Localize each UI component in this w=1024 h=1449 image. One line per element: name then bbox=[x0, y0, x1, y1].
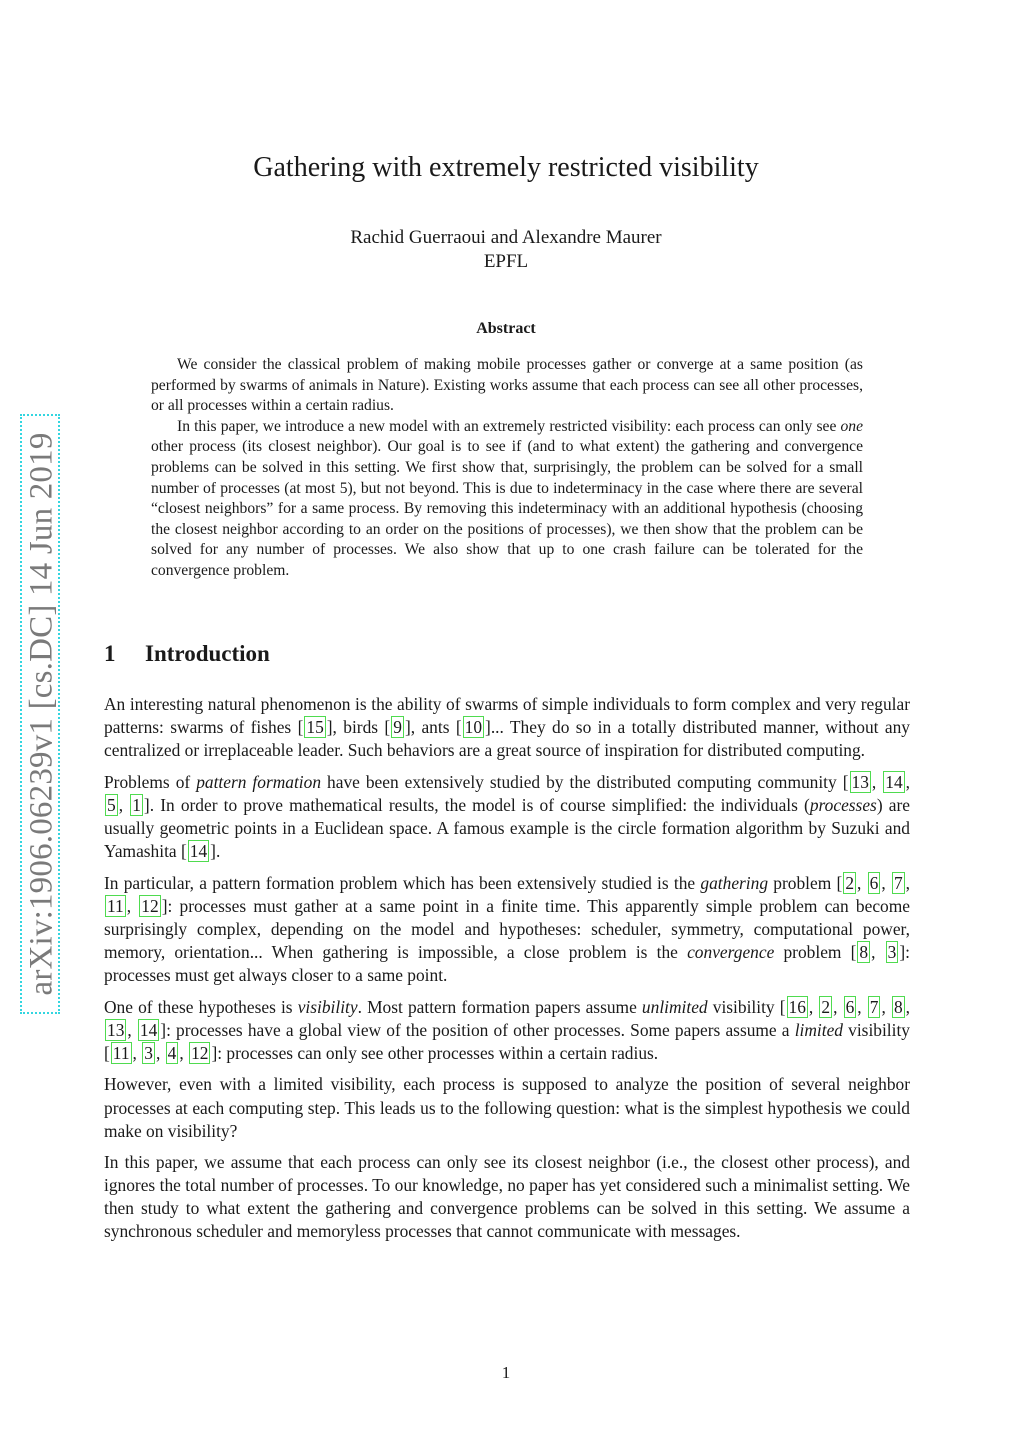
citation-link[interactable]: 7 bbox=[893, 872, 903, 893]
citation-link[interactable]: 5 bbox=[107, 794, 116, 815]
abstract-heading: Abstract bbox=[476, 320, 536, 337]
citation-link[interactable]: 12 bbox=[191, 1042, 209, 1063]
abstract-paragraph: In this paper, we introduce a new model with an extremely restricted visibility: each process can only see one other process (its closest neighbor). Our goal is to see if (and to what extent) the gathering and convergence problems can be solved in this setting. We first show that, surprisingly, the problem can be solved for a small number of processes (at most 5), but not beyond. This is due to indeterminacy in the case where there are several “closest neighbors” for a same process. By removing this indeterminacy with an additional hypothesis (choosing the closest neighbor according to an order on the positions of processes), we then show that the problem can be solved for any number of processes. We also show that up to one crash failure can be tolerated for the convergence problem. bbox=[151, 417, 863, 579]
citation-link[interactable]: 13 bbox=[107, 1019, 125, 1040]
citation-link[interactable]: 6 bbox=[869, 872, 879, 893]
citation-link[interactable]: 12 bbox=[141, 895, 159, 916]
citation-link[interactable]: 6 bbox=[845, 996, 855, 1017]
citation-link[interactable]: 4 bbox=[167, 1042, 177, 1063]
abstract-body bbox=[151, 355, 863, 582]
arxiv-identifier: arXiv:1906.06239v1 [cs.DC] 14 Jun 2019 bbox=[23, 432, 60, 996]
citation-link[interactable]: 14 bbox=[885, 771, 903, 792]
body-paragraph: In this paper, we assume that each process can only see its closest neighbor (i.e., the closest other process), and ignores the total number of processes. To our knowledge, no paper has yet considered such a minimalist setting. We then study to what extent the gathering and convergence problems can be solved in this setting. We assume a synchronous scheduler and memoryless processes that cannot communicate with messages. bbox=[104, 1152, 910, 1242]
citation-link[interactable]: 8 bbox=[859, 941, 869, 962]
citation-link[interactable]: 2 bbox=[821, 996, 831, 1017]
body-paragraph: One of these hypotheses is visibility. Most pattern formation papers assume unlimited visibility [ 16 , 2 , 6 , 7 , 8 , 13 , 14 ]: processes have a global view of the position of other processes. Some papers assume a limited visibility [ 11 , 3 , 4 , 12 ]: processes can only see other processes within a certain radius. bbox=[104, 996, 911, 1063]
citation-link[interactable]: 11 bbox=[107, 895, 124, 916]
body-paragraph: Problems of pattern formation have been extensively studied by the distributed computing community [ 13 , 14 , 5 , 1 ]. In order to prove mathematical results, the model is of course simplified: the individuals (processes) are usually geometric points in a Euclidean space. A famous example is the circle formation algorithm by Suzuki and Yamashita [ 14 ]. bbox=[104, 771, 910, 862]
citation-link[interactable]: 10 bbox=[464, 717, 483, 738]
section-number: 1 bbox=[104, 641, 116, 666]
citation-link[interactable]: 9 bbox=[393, 717, 402, 738]
body-paragraph: An interesting natural phenomenon is the ability of swarms of simple individuals to form complex and very regular patterns: swarms of fishes [ 15 ], birds [ 9 ], ants [ 10 ]... They do so in a totally distributed manner, without any centralized or irreplaceable leader. Such behaviors are a great source of inspiration for distributed computing. bbox=[104, 694, 910, 761]
body-paragraph: In particular, a pattern formation problem which has been extensively studied is the gathering problem [ 2 , 6 , 7 , 11 , 12 ]: processes must gather at a same point in a finite time. This apparently simple problem can become surprisingly complex, depending on the model and hypotheses: scheduler, symmetry, computational power, memory, orientation... When gathering is impossible, a close problem is the convergence problem [ 8 , 3 ]: processes must get always closer to a same point. bbox=[104, 872, 910, 986]
citation-link[interactable]: 15 bbox=[306, 717, 324, 738]
citation-link[interactable]: 8 bbox=[893, 996, 903, 1017]
citation-link[interactable]: 3 bbox=[887, 941, 897, 962]
section-heading bbox=[104, 641, 270, 667]
paper-title: Gathering with extremely restricted visibility bbox=[253, 152, 759, 183]
citation-link[interactable]: 13 bbox=[851, 771, 869, 792]
citation-link[interactable]: 7 bbox=[869, 996, 879, 1017]
citation-link[interactable]: 14 bbox=[189, 841, 208, 862]
citation-link[interactable]: 14 bbox=[139, 1019, 158, 1040]
section-body bbox=[104, 693, 910, 1252]
section-title: Introduction bbox=[145, 641, 270, 666]
citation-link[interactable]: 2 bbox=[845, 872, 855, 893]
authors: Rachid Guerraoui and Alexandre Maurer bbox=[350, 227, 662, 248]
body-paragraph: However, even with a limited visibility, each process is supposed to analyze the position of several neighbor processes at each computing step. This leads us to the following question: what is the simplest hypothesis we could make on visibility? bbox=[104, 1074, 910, 1141]
citation-link[interactable]: 1 bbox=[132, 794, 141, 815]
page-number: 1 bbox=[501, 1363, 511, 1382]
citation-link[interactable]: 3 bbox=[144, 1042, 153, 1063]
author-block bbox=[0, 226, 1012, 274]
citation-link[interactable]: 11 bbox=[112, 1042, 130, 1063]
abstract-paragraph: We consider the classical problem of making mobile processes gather or converge at a same position (as performed by swarms of animals in Nature). Existing works assume that each process can see all other processes, or all processes within a certain radius. bbox=[151, 356, 863, 415]
citation-link[interactable]: 16 bbox=[788, 996, 806, 1017]
affiliation: EPFL bbox=[483, 251, 529, 272]
